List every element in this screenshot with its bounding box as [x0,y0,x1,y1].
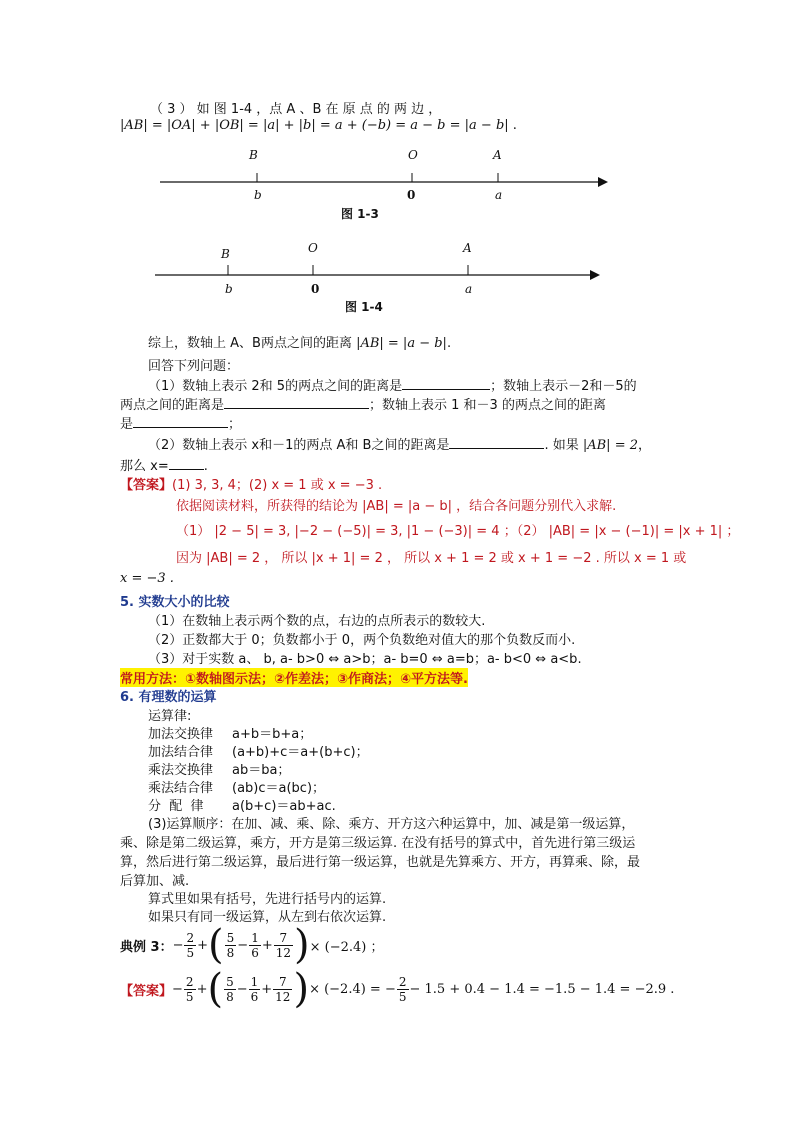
answer-1-text: (1) 3, 3, 4；(2) x = 1 或 x = −3 . [172,478,383,493]
axis-arrow [590,270,600,280]
intro-formula-end: . [512,118,517,133]
q1-text-b: ；数轴上表示－2和－5的 [490,379,637,394]
law-row-3 [148,777,325,796]
section-6-title: 6. 有理数的运算 [120,690,217,705]
q2-formula: |AB| = 2 [582,438,638,453]
law-row-2 [148,759,290,778]
axis-arrow [598,177,608,187]
ans-result-end: − 1.5 + 0.4 − 1.4 = −1.5 − 1.4 = −2.9 . [409,981,675,997]
law-name: 分 配 律 [148,799,204,814]
q1-text-c: 两点之间的距离是 [120,398,225,413]
same-level-rule: 如果只有同一级运算，从左到右依次运算. [148,910,387,925]
q2-text-a: （2）数轴上表示 x和－1的两点 A和 B之间的距离是 [148,438,450,453]
summary-formula: |AB| = |a − b| [356,336,447,351]
law-row-1 [148,741,369,760]
law-rule: (ab)c＝a(bc)； [232,781,326,796]
fig1-label-A: A [493,148,502,162]
question-1-line2 [120,394,606,413]
law-name: 乘法结合律 [148,781,214,796]
law-rule: a(b+c)＝ab+ac. [232,799,336,814]
law-rule: (a+b)+c＝a+(b+c)； [232,745,369,760]
law-row-0 [148,723,312,742]
section-5-title: 5. 实数大小的比较 [120,595,230,610]
fraction-5-8: 5 8 [226,930,235,960]
law-rule: ab＝ba； [232,763,291,778]
example-3-answer [120,966,674,1012]
answer-1-step1: （1） |2 − 5| = 3, |−2 − (−5)| = 3, |1 − (−3)| = 4 ；（2） |AB| = |x − (−1)| = |x + 1| ； [176,524,740,539]
example-3 [120,922,384,968]
q1-text-e: 是 [120,417,134,432]
section-5-p2: （2）正数都大于 0；负数都小于 0，两个负数绝对值大的那个负数反而小. [148,633,576,648]
plus-sign-2: + [261,937,273,953]
q1-blank-1[interactable] [402,377,490,390]
q1-blank-3[interactable] [133,415,228,428]
ans-fraction-5-8: 5 8 [226,974,234,1004]
summary-line [148,332,451,351]
fig2-label-O: O [308,241,318,255]
answer-1-step2: 因为 |AB| = 2 ， 所以 |x + 1| = 2 ， 所以 x + 1 = 2 或 x + 1 = −2 . 所以 x = 1 或 [176,551,687,566]
answer-1-line [120,474,382,493]
q2-blank-1[interactable] [449,436,544,449]
question-2-line1 [148,434,651,453]
summary-end: . [446,336,452,351]
ans-fraction-7-12: $\frac{7}{12}$ [275,974,291,1004]
fig1-label-B: B [249,148,258,162]
ans-minus: − [236,981,248,997]
fig1-label-O: O [408,148,418,162]
q2-text-c: 那么 x= [120,459,169,474]
ans-result-fraction: $\frac{2}{5}$ [398,974,407,1004]
q2-text-b: . 如果 [544,438,583,453]
fig1-value-a: a [495,188,503,202]
fig2-caption: 图 1-4 [345,300,383,314]
laws-heading: 运算律: [148,709,192,724]
example-3-sign: − [172,937,184,953]
questions-heading: 回答下列问题： [148,359,240,374]
example-3-answer-label: 【答案】 [120,983,173,999]
number-line-figure-1-4 [150,255,620,305]
q1-text-f: ； [228,417,242,432]
question-2-line2 [120,455,208,474]
ans-plus-2: + [261,981,273,997]
example-3-label: 典例 3： [120,939,173,955]
ans-fraction-1-6: $\frac{1}{6}$ [250,974,259,1004]
fraction-7-12: $\frac{7}{12}$ [275,930,292,960]
fig1-value-b: b [254,188,262,202]
intro-formula [120,118,517,133]
fraction-2-5: $\frac{2}{5}$ [186,930,195,960]
q2-blank-2[interactable] [169,457,204,470]
intro-line1: （ 3 ） 如 图 1-4 ，点 A 、B 在 原 点 的 两 边 ， [150,102,442,117]
q1-text-a: （1）数轴上表示 2和 5的两点之间的距离是 [148,379,403,394]
section-5-p3: （3）对于实数 a、 b, a- b>0 ⇔ a>b；a- b=0 ⇔ a=b；a- b<0 ⇔ a<b. [148,652,582,667]
fig2-value-a: a [465,282,473,296]
fig2-label-B: B [221,247,230,261]
fig2-label-A: A [463,241,472,255]
left-paren: ( [208,922,224,968]
minus-sign: − [237,937,249,953]
question-1-line3 [120,413,241,432]
answer-1-label: 【答案】 [120,478,173,493]
fig2-value-zero: 0 [311,282,320,296]
q1-text-d: ；数轴上表示 1 和－3 的两点之间的距离 [369,398,606,413]
ans-right-paren: ) [293,966,310,1012]
ans-plus: + [196,981,208,997]
fraction-1-6: $\frac{1}{6}$ [251,930,259,960]
intro-formula-text: |AB| = |OA| + |OB| = |a| + |b| = a + (−b) = a − b = |a − b| [120,118,509,133]
ans-fraction-2-5: $\frac{2}{5}$ [185,974,194,1004]
times-expr: × (−2.4) ； [309,939,384,955]
order-line-4: 后算加、减. [120,874,190,889]
fig1-caption: 图 1-3 [341,207,379,221]
q2-comma: ， [638,438,652,453]
section-5-methods: 常用方法：①数轴图示法；②作差法；③作商法；④平方法等. [120,668,468,687]
summary-text: 综上，数轴上 A、B两点之间的距离 [148,336,357,351]
section-5-p1: （1）在数轴上表示两个数的点，右边的点所表示的数较大. [148,614,486,629]
order-line-1: (3)运算顺序：在加、减、乘、除、乘方、开方这六种运算中，加、减是第一级运算， [148,817,635,832]
fig2-value-b: b [225,282,233,296]
law-rule: a+b＝b+a； [232,727,313,742]
right-paren: ) [294,922,310,968]
q1-blank-2[interactable] [224,396,369,409]
order-line-3: 算，然后进行第二级运算，最后进行第一级运算，也就是先算乘方、开方，再算乘、除，最 [120,855,641,870]
number-line-figure-1-3 [150,145,630,215]
ans-times: × (−2.4) = − [309,981,396,997]
order-line-2: 乘、除是第二级运算，乘方，开方是第三级运算. 在没有括号的算式中，首先进行第三级运 [120,836,636,851]
law-name: 乘法交换律 [148,763,214,778]
plus-sign: + [197,937,209,953]
law-name: 加法结合律 [148,745,214,760]
answer-1-explain: 依据阅读材料，所获得的结论为 |AB| = |a − b| ，结合各问题分别代入求解. [176,499,617,514]
ans-sign: − [172,981,183,997]
ans-left-paren: ( [207,966,224,1012]
law-row-4 [148,795,336,814]
question-1-line1 [148,375,637,394]
law-name: 加法交换律 [148,727,214,742]
answer-1-step3: x = −3 . [120,571,174,586]
fig1-value-zero: 0 [407,188,416,202]
q2-text-d: . [203,459,208,474]
bracket-rule: 算式里如果有括号，先进行括号内的运算. [148,892,387,907]
